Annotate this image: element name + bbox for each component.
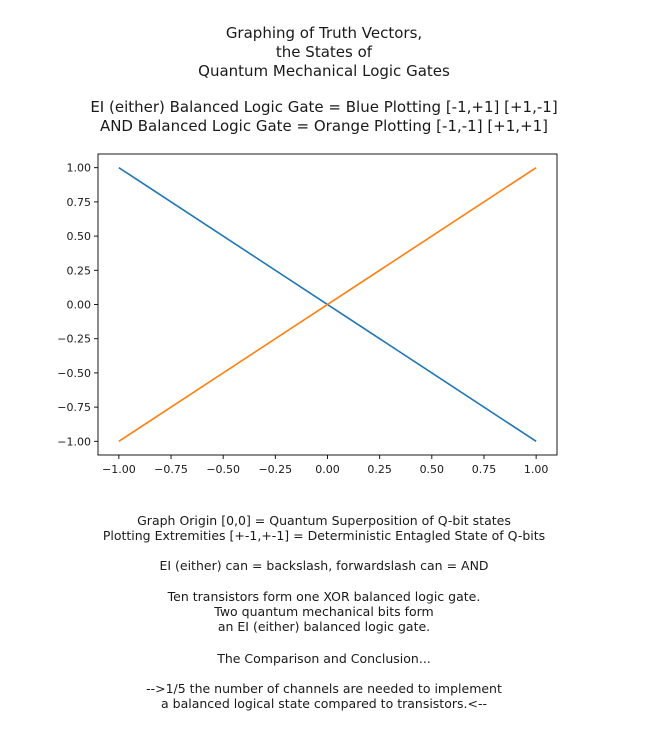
caption-line: EI (either) can = backslash, forwardslash can = AND xyxy=(159,558,489,573)
y-tick-label: −1.00 xyxy=(57,435,91,449)
x-tick-label: 0.25 xyxy=(367,463,392,476)
x-tick-label: 0.00 xyxy=(315,463,340,476)
caption-line: -->1/5 the number of channels are needed to implement xyxy=(146,681,502,696)
caption-line: a balanced logical state compared to transistors.<-- xyxy=(161,696,487,711)
caption-line: Two quantum mechanical bits form xyxy=(214,604,434,619)
caption-line: an EI (either) balanced logic gate. xyxy=(217,619,431,634)
y-tick-label: −0.25 xyxy=(57,332,91,346)
title-line: the States of xyxy=(275,43,373,61)
y-tick-label: 0.50 xyxy=(66,230,91,244)
y-tick-label: 0.75 xyxy=(66,195,91,209)
chart-title xyxy=(0,24,648,81)
y-tick-label: −0.50 xyxy=(57,366,91,380)
chart-subtitle xyxy=(0,98,648,136)
x-tick-label: 0.75 xyxy=(471,463,497,476)
x-tick-label: 0.50 xyxy=(419,463,445,476)
caption-line: Plotting Extremities [+-1,+-1] = Deterministic Entagled State of Q-bits xyxy=(102,528,546,543)
caption-conclusion xyxy=(0,681,648,711)
y-tick-label: 0.25 xyxy=(66,264,91,278)
caption-transistors xyxy=(0,589,648,634)
subtitle-line: AND Balanced Logic Gate = Orange Plotting [-1,-1] [+1,+1] xyxy=(99,117,549,135)
line-chart xyxy=(0,150,648,485)
caption-slash xyxy=(0,558,648,573)
x-tick-label: −0.50 xyxy=(206,463,241,476)
caption-line: Graph Origin [0,0] = Quantum Superposition of Q-bit states xyxy=(137,513,511,528)
subtitle-line: EI (either) Balanced Logic Gate = Blue Plotting [-1,+1] [+1,-1] xyxy=(90,98,558,116)
caption-origin xyxy=(0,513,648,543)
x-tick-label: 1.00 xyxy=(523,463,549,476)
title-line: Graphing of Truth Vectors, xyxy=(225,24,423,42)
caption-line: Ten transistors form one XOR balanced logic gate. xyxy=(167,589,481,604)
caption-line: The Comparison and Conclusion... xyxy=(217,651,431,666)
y-tick-label: −0.75 xyxy=(57,401,91,415)
title-line: Quantum Mechanical Logic Gates xyxy=(198,62,450,80)
y-tick-label: 0.00 xyxy=(66,298,91,312)
x-tick-label: −0.25 xyxy=(258,463,293,476)
x-tick-label: −0.75 xyxy=(154,463,188,476)
y-tick-label: 1.00 xyxy=(66,161,91,175)
caption-comparison xyxy=(0,651,648,666)
x-tick-label: −1.00 xyxy=(102,463,136,476)
